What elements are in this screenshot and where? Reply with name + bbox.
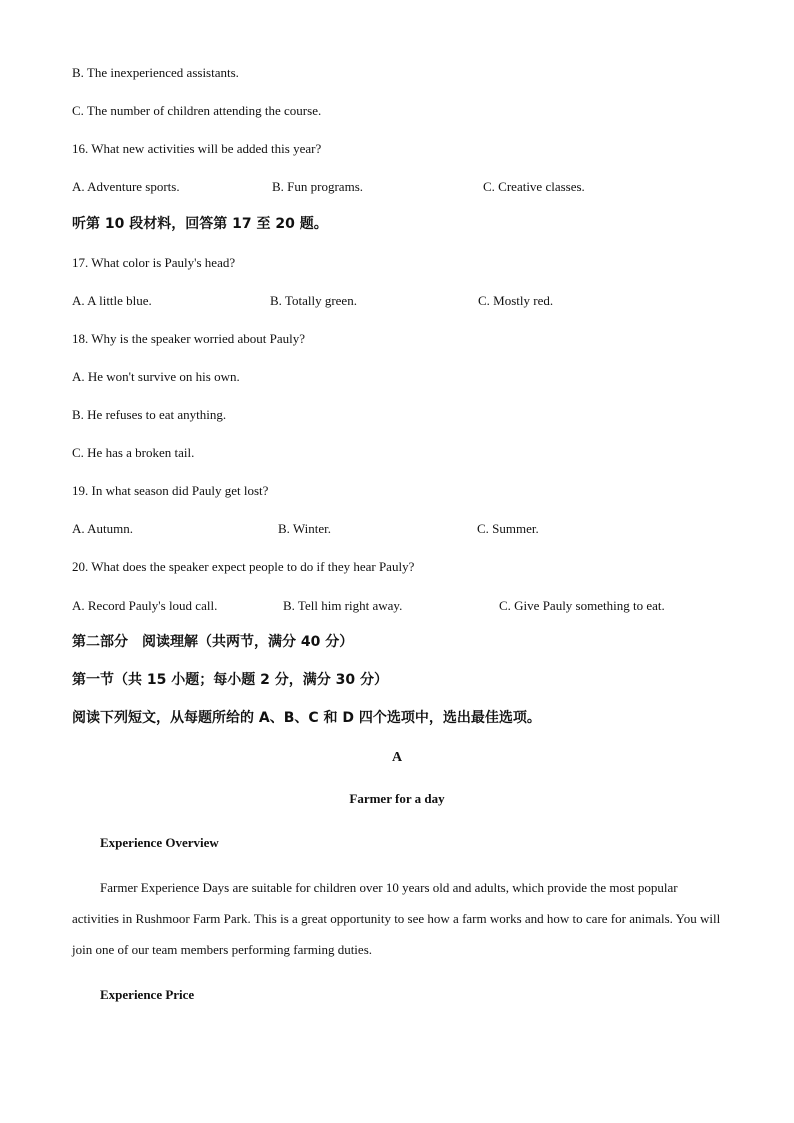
q18-option-b: B. He refuses to eat anything. — [72, 407, 227, 422]
q17-option-b: B. Totally green. — [270, 293, 357, 308]
passage-title: Farmer for a day — [349, 791, 445, 806]
passage-letter: A — [391, 750, 403, 765]
section-1-heading: 第一节（共 15 小题；每小题 2 分，满分 30 分） — [72, 672, 388, 688]
q19-option-a: A. Autumn. — [72, 521, 134, 536]
q19-option-c: C. Summer. — [477, 521, 539, 536]
q19-option-b: B. Winter. — [278, 521, 332, 536]
question-16: 16. What new activities will be added this year? — [72, 141, 322, 156]
q18-option-a: A. He won't survive on his own. — [72, 369, 240, 384]
part-2-heading: 第二部分 阅读理解（共两节，满分 40 分） — [72, 634, 354, 650]
q16-option-c: C. Creative classes. — [483, 179, 585, 194]
heading-experience-overview: Experience Overview — [100, 835, 219, 850]
heading-experience-price: Experience Price — [100, 987, 195, 1002]
q20-option-b: B. Tell him right away. — [283, 598, 403, 613]
q15-option-c: C. The number of children attending the course. — [72, 103, 322, 118]
question-17: 17. What color is Pauly's head? — [72, 255, 236, 270]
q15-option-b: B. The inexperienced assistants. — [72, 65, 239, 80]
question-18: 18. Why is the speaker worried about Pauly? — [72, 331, 305, 346]
q20-option-c: C. Give Pauly something to eat. — [499, 598, 665, 613]
question-20: 20. What does the speaker expect people to do if they hear Pauly? — [72, 559, 415, 574]
question-19: 19. In what season did Pauly get lost? — [72, 483, 269, 498]
q17-option-a: A. A little blue. — [72, 293, 152, 308]
q16-option-b: B. Fun programs. — [272, 179, 363, 194]
q20-option-a: A. Record Pauly's loud call. — [72, 598, 218, 613]
q16-option-a: A. Adventure sports. — [72, 179, 180, 194]
overview-paragraph: Farmer Experience Days are suitable for children over 10 years old and adults, which provide the most popular activities in Rushmoor Farm Park. This is a great opportunity to see how a farm works and how to care for animals. You will join one of our team members performing farming duties. — [72, 880, 721, 957]
section-10-heading: 听第 10 段材料，回答第 17 至 20 题。 — [72, 216, 328, 232]
reading-instructions: 阅读下列短文，从每题所给的 A、B、C 和 D 四个选项中，选出最佳选项。 — [72, 710, 541, 726]
q17-option-c: C. Mostly red. — [478, 293, 554, 308]
q18-option-c: C. He has a broken tail. — [72, 445, 195, 460]
